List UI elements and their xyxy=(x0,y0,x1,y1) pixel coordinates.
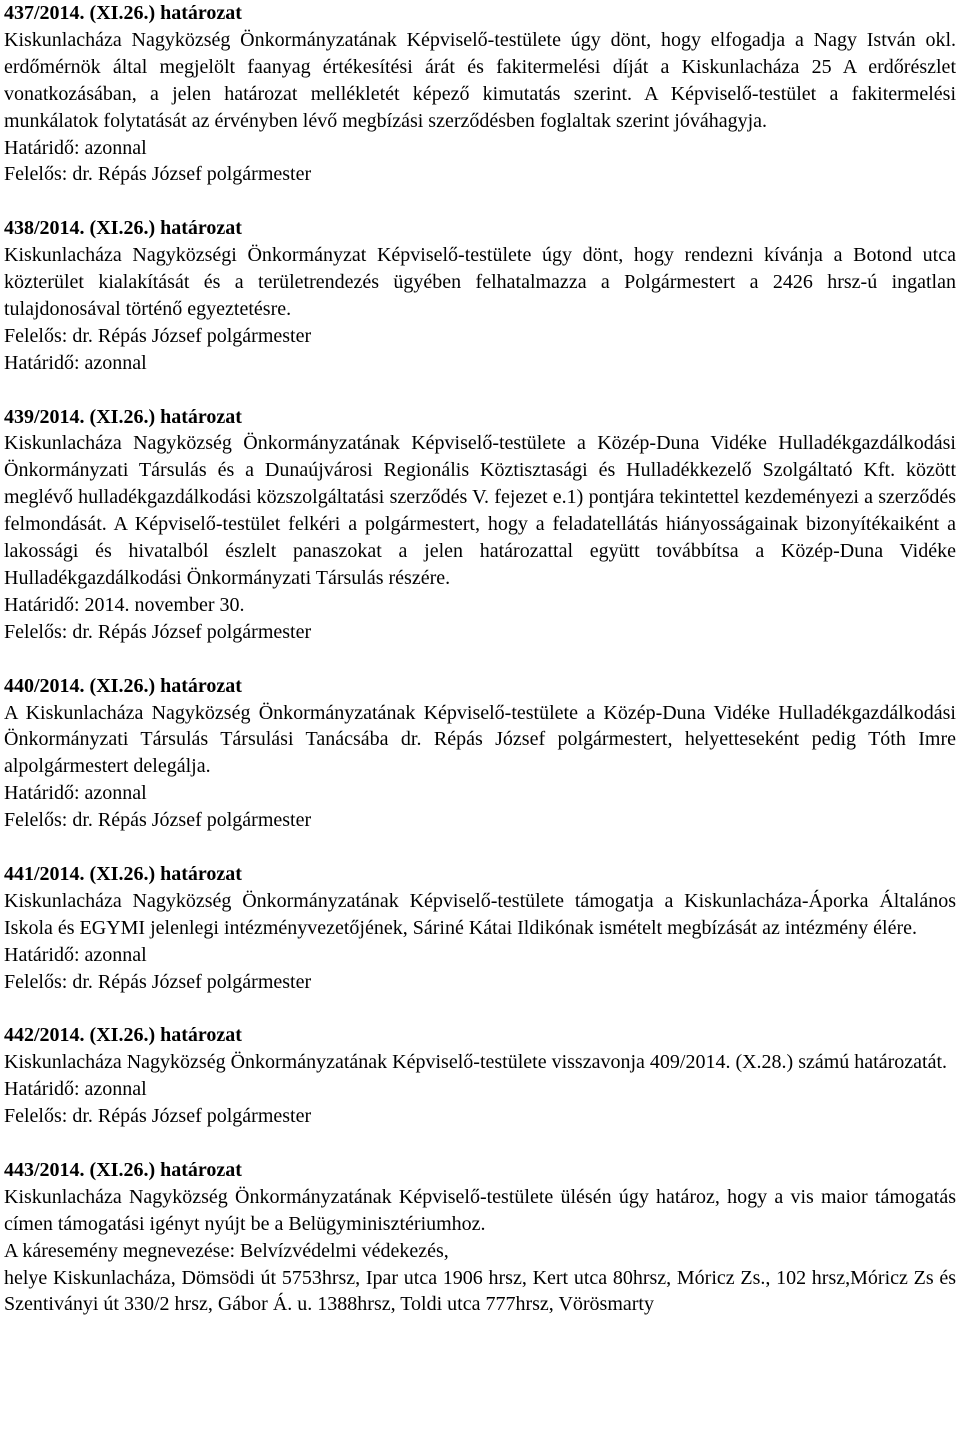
resolution-title: 439/2014. (XI.26.) határozat xyxy=(4,405,242,428)
resolution-body: Kiskunlacháza Nagyközség Önkormányzatának Képviselő-testülete a Közép-Duna Vidéke Hulladékgazdálkodási Önkormányzati Társulás és a Dunaújvárosi Regionális Köztisztasági és Hulladékkezelő Szolgáltató Kft. között meglévő hulladékgazdálkodási közszolgáltatási szerződés V. fejezet e.1) pontjára tekintettel kezdeményezi a szerződés felmondását. A Képviselő-testület felkéri a polgármestert, hogy a feladatellátás hiányosságainak bizonyítékaiként a lakossági és hivatalból észlelt panaszokat a jelen határozattal együtt továbbítsa a Közép-Duna Vidéke Hulladékgazdálkodási Önkormányzati Társulás részére. xyxy=(4,432,956,589)
deadline-line: Határidő: azonnal xyxy=(4,351,147,374)
responsible-line: Felelős: dr. Répás József polgármester xyxy=(4,1105,312,1128)
resolution-body: Kiskunlacháza Nagyközségi Önkormányzat Képviselő-testülete úgy dönt, hogy rendezni kívánja a Botond utca közterület kialakítását és a területrendezés ügyében felhatalmazza a Polgármestert a 2426 hrsz-ú ingatlan tulajdonosával történő egyeztetésre. xyxy=(4,244,956,320)
deadline-line: Határidő: azonnal xyxy=(4,782,147,805)
resolution-body: Kiskunlacháza Nagyközség Önkormányzatának Képviselő-testülete visszavonja 409/2014. (X.28.) számú határozatát. xyxy=(4,1051,948,1074)
resolution-title: 441/2014. (XI.26.) határozat xyxy=(4,862,242,885)
deadline-line: Határidő: 2014. november 30. xyxy=(4,593,245,616)
damage-event-line: A káresemény megnevezése: Belvízvédelmi védekezés, xyxy=(4,1239,449,1262)
document-page xyxy=(4,0,956,1318)
responsible-line: Felelős: dr. Répás József polgármester xyxy=(4,324,312,347)
responsible-line: Felelős: dr. Répás József polgármester xyxy=(4,620,312,643)
resolution-441 xyxy=(4,861,956,996)
damage-location-line: helye Kiskunlacháza, Dömsödi út 5753hrsz, Ipar utca 1906 hrsz, Kert utca 80hrsz, Móricz Zs., 102 hrsz,Móricz Zs és Szentiványi út 330/2 hrsz, Gábor Á. u. 1388hrsz, Toldi utca 777hrsz, Vörösmarty xyxy=(4,1266,956,1316)
resolution-title: 442/2014. (XI.26.) határozat xyxy=(4,1024,242,1047)
resolution-title: 438/2014. (XI.26.) határozat xyxy=(4,217,242,240)
deadline-line: Határidő: azonnal xyxy=(4,1078,147,1101)
deadline-line: Határidő: azonnal xyxy=(4,943,147,966)
resolution-442 xyxy=(4,1022,956,1130)
resolution-439 xyxy=(4,404,956,646)
resolution-437 xyxy=(4,0,956,188)
resolution-body: Kiskunlacháza Nagyközség Önkormányzatának Képviselő-testülete úgy dönt, hogy elfogadja a Nagy István okl. erdőmérnök által megjelölt faanyag értékesítési árát és fakitermelési díját a Kiskunlacháza 25 A erdőrészlet vonatkozásában, a jelen határozat mellékletét képező kimutatás szerint. A Képviselő-testület a fakitermelési munkálatok folytatását az érvényben lévő megbízási szerződésben foglaltak szerint jóváhagyja. xyxy=(4,28,956,132)
resolution-438 xyxy=(4,215,956,376)
resolution-title: 440/2014. (XI.26.) határozat xyxy=(4,674,242,697)
resolution-443 xyxy=(4,1157,956,1318)
resolution-body: Kiskunlacháza Nagyközség Önkormányzatának Képviselő-testülete támogatja a Kiskunlacháza-Áporka Általános Iskola és EGYMI jelenlegi intézményvezetőjének, Sáriné Kátai Ildikónak ismételt megbízását az intézmény élére. xyxy=(4,889,956,939)
responsible-line: Felelős: dr. Répás József polgármester xyxy=(4,163,312,186)
resolution-body: Kiskunlacháza Nagyközség Önkormányzatának Képviselő-testülete ülésén úgy határoz, hogy a vis maior támogatás címen támogatási igényt nyújt be a Belügyminisztériumhoz. xyxy=(4,1185,956,1235)
responsible-line: Felelős: dr. Répás József polgármester xyxy=(4,809,312,832)
deadline-line: Határidő: azonnal xyxy=(4,136,147,159)
resolution-body: A Kiskunlacháza Nagyközség Önkormányzatának Képviselő-testülete a Közép-Duna Vidéke Hulladékgazdálkodási Önkormányzati Társulás Társulási Tanácsába dr. Répás József polgármestert, helyetteseként pedig Tóth Imre alpolgármestert delegálja. xyxy=(4,701,956,778)
resolution-title: 437/2014. (XI.26.) határozat xyxy=(4,2,242,24)
resolution-title: 443/2014. (XI.26.) határozat xyxy=(4,1158,242,1181)
resolution-440 xyxy=(4,673,956,834)
responsible-line: Felelős: dr. Répás József polgármester xyxy=(4,970,312,993)
